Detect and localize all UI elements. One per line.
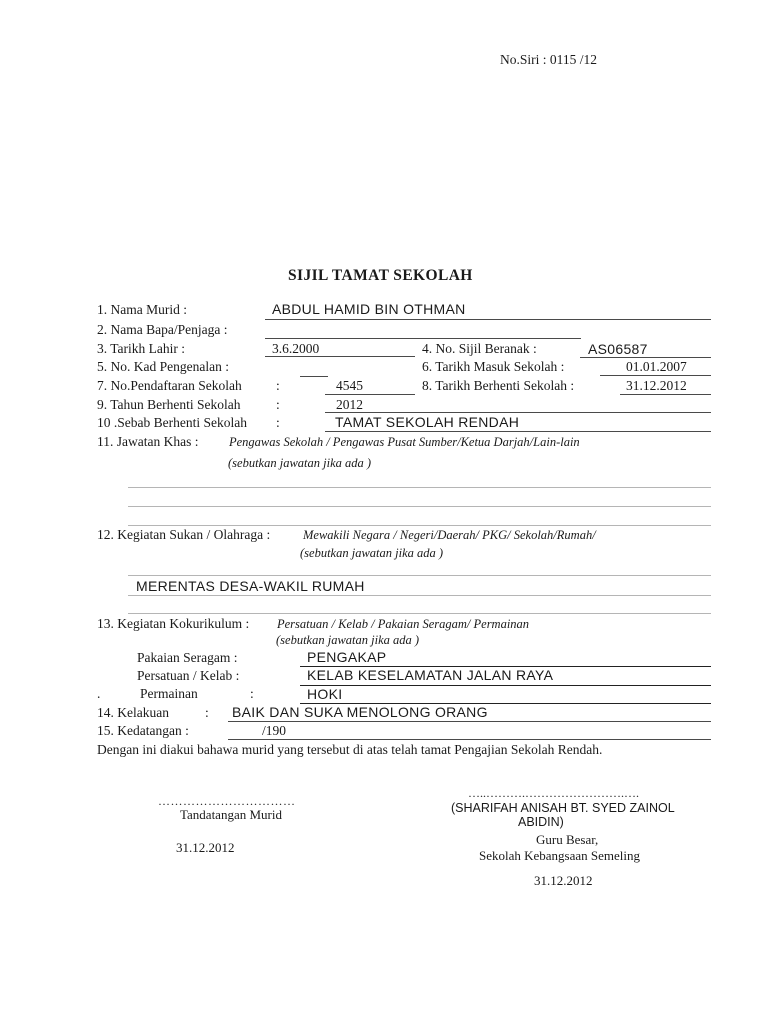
student-signature-date: 31.12.2012 bbox=[176, 840, 235, 855]
game-dot: . bbox=[97, 686, 101, 701]
head-signature-dots: …..……….…………………….…. bbox=[468, 786, 639, 800]
special-post-line-1 bbox=[128, 487, 711, 488]
leave-reason-colon: : bbox=[276, 415, 280, 430]
student-signature-dots: …………………………… bbox=[158, 794, 296, 808]
special-post-line-2 bbox=[128, 506, 711, 507]
student-name-label: 1. Nama Murid : bbox=[97, 302, 187, 317]
attendance-label: 15. Kedatangan : bbox=[97, 723, 189, 738]
cocurricular-options: Persatuan / Kelab / Pakaian Seragam/ Permainan bbox=[277, 617, 530, 631]
leave-date-label: 8. Tarikh Berhenti Sekolah : bbox=[422, 378, 575, 393]
sports-options: Mewakili Negara / Negeri/Daerah/ PKG/ Sekolah/Rumah/ bbox=[303, 528, 596, 542]
attendance-value: /190 bbox=[262, 723, 287, 738]
declaration-text: Dengan ini diakui bahawa murid yang tersebut di atas telah tamat Pengajian Sekolah Rendah. bbox=[97, 742, 603, 757]
sports-label: 12. Kegiatan Sukan / Olahraga : bbox=[97, 527, 271, 542]
certificate-title: SIJIL TAMAT SEKOLAH bbox=[288, 267, 473, 284]
registration-label: 7. No.Pendaftaran Sekolah bbox=[97, 378, 242, 393]
registration-line bbox=[325, 394, 415, 395]
ic-line bbox=[300, 376, 328, 377]
leave-year-colon: : bbox=[276, 397, 280, 412]
parent-name-label: 2. Nama Bapa/Penjaga : bbox=[97, 322, 228, 337]
entry-date-line bbox=[600, 375, 711, 376]
cocurricular-label: 13. Kegiatan Kokurikulum : bbox=[97, 616, 250, 631]
head-position: Guru Besar, bbox=[536, 832, 599, 847]
sports-note: (sebutkan jawatan jika ada ) bbox=[300, 546, 444, 560]
uniform-value: PENGAKAP bbox=[307, 649, 387, 665]
special-post-label: 11. Jawatan Khas : bbox=[97, 434, 199, 449]
leave-reason-value: TAMAT SEKOLAH RENDAH bbox=[335, 414, 520, 430]
conduct-line bbox=[228, 721, 711, 722]
special-post-line-3 bbox=[128, 525, 711, 526]
serial-number: No.Siri : 0115 /12 bbox=[500, 52, 598, 67]
uniform-label: Pakaian Seragam : bbox=[137, 650, 238, 665]
head-name-line2: ABIDIN) bbox=[518, 815, 564, 829]
head-signature-date: 31.12.2012 bbox=[534, 873, 593, 888]
game-label: Permainan bbox=[140, 686, 198, 701]
conduct-value: BAIK DAN SUKA MENOLONG ORANG bbox=[232, 704, 488, 720]
club-line bbox=[300, 685, 711, 686]
leave-date-value: 31.12.2012 bbox=[626, 378, 687, 393]
attendance-line bbox=[228, 739, 711, 740]
sports-line-1 bbox=[128, 575, 711, 576]
head-name-line1: (SHARIFAH ANISAH BT. SYED ZAINOL bbox=[451, 801, 675, 815]
club-label: Persatuan / Kelab : bbox=[137, 668, 240, 683]
conduct-colon: : bbox=[205, 705, 209, 720]
birth-date-line bbox=[265, 356, 415, 357]
student-name-value: ABDUL HAMID BIN OTHMAN bbox=[272, 301, 466, 317]
leave-reason-line bbox=[325, 431, 711, 432]
parent-name-line bbox=[265, 338, 581, 339]
student-signature-label: Tandatangan Murid bbox=[180, 807, 282, 822]
birth-cert-value: AS06587 bbox=[588, 341, 648, 357]
special-post-note: (sebutkan jawatan jika ada ) bbox=[228, 456, 372, 470]
sports-line-3 bbox=[128, 613, 711, 614]
club-value: KELAB KESELAMATAN JALAN RAYA bbox=[307, 667, 554, 683]
entry-date-label: 6. Tarikh Masuk Sekolah : bbox=[422, 359, 565, 374]
sports-line-2 bbox=[128, 595, 711, 596]
entry-date-value: 01.01.2007 bbox=[626, 359, 687, 374]
cocurricular-note: (sebutkan jawatan jika ada ) bbox=[276, 633, 420, 647]
game-colon: : bbox=[250, 686, 254, 701]
birth-cert-line bbox=[580, 357, 711, 358]
student-name-line bbox=[265, 319, 711, 320]
birth-date-value: 3.6.2000 bbox=[272, 341, 320, 356]
sports-value: MERENTAS DESA-WAKIL RUMAH bbox=[136, 578, 365, 594]
special-post-options: Pengawas Sekolah / Pengawas Pusat Sumber/Ketua Darjah/Lain-lain bbox=[229, 435, 580, 449]
ic-label: 5. No. Kad Pengenalan : bbox=[97, 359, 229, 374]
leave-year-label: 9. Tahun Berhenti Sekolah bbox=[97, 397, 241, 412]
leave-date-line bbox=[620, 394, 711, 395]
birth-cert-label: 4. No. Sijil Beranak : bbox=[422, 341, 537, 356]
leave-year-line bbox=[325, 412, 711, 413]
game-value: HOKI bbox=[307, 686, 343, 702]
leave-year-value: 2012 bbox=[336, 397, 363, 412]
birth-date-label: 3. Tarikh Lahir : bbox=[97, 341, 186, 356]
registration-value: 4545 bbox=[336, 378, 363, 393]
conduct-label: 14. Kelakuan bbox=[97, 705, 169, 720]
registration-colon: : bbox=[276, 378, 280, 393]
head-school: Sekolah Kebangsaan Semeling bbox=[479, 848, 641, 863]
leave-reason-label: 10 .Sebab Berhenti Sekolah bbox=[97, 415, 247, 430]
